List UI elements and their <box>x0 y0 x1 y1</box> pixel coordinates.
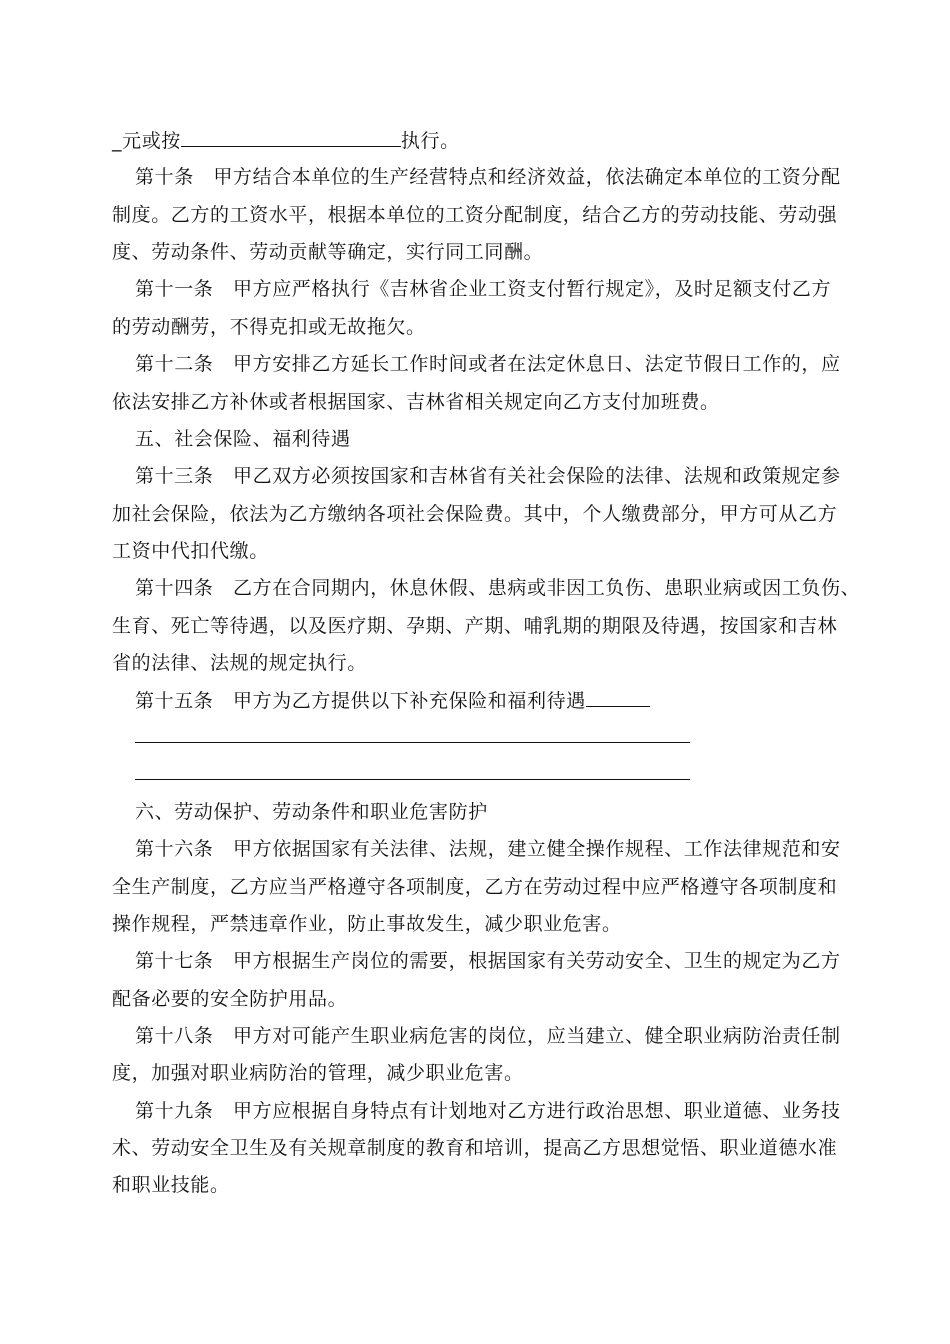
article-15-line-1 <box>135 688 875 713</box>
article-19-line-2: 术、劳动安全卫生及有关规章制度的教育和培训，提高乙方思想觉悟、职业道德水准 <box>112 1137 838 1159</box>
line-text: 执行。 <box>400 130 460 152</box>
article-11-line-1: 第十一条 甲方应严格执行《吉林省企业工资支付暂行规定》，及时足额支付乙方 <box>135 278 832 300</box>
article-17-line-2: 配备必要的安全防护用品。 <box>112 988 348 1010</box>
article-16-line-3: 操作规程，严禁违章作业，防止事故发生，减少职业危害。 <box>112 913 622 935</box>
line-text: 第十五条 甲方为乙方提供以下补充保险和福利待遇 <box>135 690 586 712</box>
article-19-line-1: 第十九条 甲方应根据自身特点有计划地对乙方进行政治思想、职业道德、业务技 <box>135 1100 841 1122</box>
article-10-line-2: 制度。乙方的工资水平，根据本单位的工资分配制度，结合乙方的劳动技能、劳动强 <box>112 204 838 226</box>
article-14-line-2: 生育、死亡等待遇，以及医疗期、孕期、产期、哺乳期的期限及待遇，按国家和吉林 <box>112 615 838 637</box>
article-10-line-3: 度、劳动条件、劳动贡献等确定，实行同工同酬。 <box>112 241 544 263</box>
article-14-line-1: 第十四条 乙方在合同期内，休息休假、患病或非因工负伤、患职业病或因工负伤、 <box>135 577 861 599</box>
article-11-line-2: 的劳动酬劳，不得克扣或无故拖欠。 <box>112 316 426 338</box>
section-heading-6: 六、劳动保护、劳动条件和职业危害防护 <box>135 801 488 823</box>
article-17-line-1: 第十七条 甲方根据生产岗位的需要，根据国家有关劳动安全、卫生的规定为乙方 <box>135 950 841 972</box>
fill-in-blank <box>586 688 650 707</box>
fill-in-rule <box>135 742 690 743</box>
article-13-line-1: 第十三条 甲乙双方必须按国家和吉林省有关社会保险的法律、法规和政策规定参 <box>135 465 841 487</box>
line-text: 元或按 <box>122 130 181 152</box>
section-heading-5: 五、社会保险、福利待遇 <box>135 428 351 450</box>
article-10-line-1: 第十条 甲方结合本单位的生产经营特点和经济效益，依法确定本单位的工资分配 <box>135 166 841 188</box>
article-13-line-3: 工资中代扣代缴。 <box>112 540 269 562</box>
article-18-line-2: 度，加强对职业病防治的管理，减少职业危害。 <box>112 1062 524 1084</box>
blank-prefix: _ <box>112 130 123 152</box>
text-line <box>112 128 852 153</box>
article-12-line-1: 第十二条 甲方安排乙方延长工作时间或者在法定休息日、法定节假日工作的，应 <box>135 353 841 375</box>
article-18-line-1: 第十八条 甲方对可能产生职业病危害的岗位，应当建立、健全职业病防治责任制 <box>135 1025 841 1047</box>
article-14-line-3: 省的法律、法规的规定执行。 <box>112 652 367 674</box>
article-16-line-2: 全生产制度，乙方应当严格遵守各项制度，乙方在劳动过程中应严格遵守各项制度和 <box>112 876 838 898</box>
article-12-line-2: 依法安排乙方补休或者根据国家、吉林省相关规定向乙方支付加班费。 <box>112 391 720 413</box>
article-13-line-2: 加社会保险，依法为乙方缴纳各项社会保险费。其中，个人缴费部分，甲方可从乙方 <box>112 503 838 525</box>
article-19-line-3: 和职业技能。 <box>112 1174 230 1196</box>
fill-in-blank <box>181 128 401 147</box>
article-16-line-1: 第十六条 甲方依据国家有关法律、法规，建立健全操作规程、工作法律规范和安 <box>135 838 841 860</box>
fill-in-rule <box>135 779 690 780</box>
